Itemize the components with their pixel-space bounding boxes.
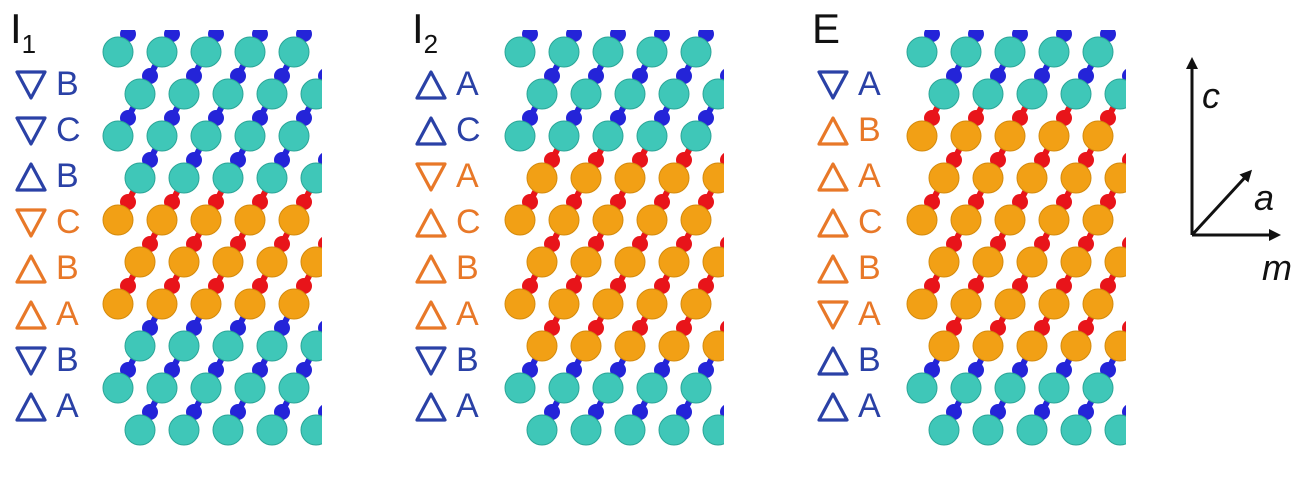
triangle-down-icon: [14, 344, 48, 378]
metal-atom-cyan: [213, 79, 243, 109]
stacking-letter: B: [56, 157, 79, 195]
metal-atom-orange: [191, 205, 221, 235]
metal-atom-orange: [1105, 247, 1126, 277]
stacking-letter: A: [858, 65, 881, 103]
metal-atom-orange: [973, 163, 1003, 193]
metal-atom-orange: [1105, 331, 1126, 361]
metal-atom-cyan: [549, 37, 579, 67]
sequence-row: [816, 295, 906, 334]
metal-atom-cyan: [279, 373, 309, 403]
metal-atom-orange: [103, 205, 133, 235]
triangle-down-icon: [414, 160, 448, 194]
metal-atom-cyan: [1017, 415, 1047, 445]
triangle-down-icon: [14, 114, 48, 148]
stacking-letter: C: [56, 111, 81, 149]
atomic-structure-i2: [494, 30, 724, 470]
metal-atom-orange: [907, 121, 937, 151]
metal-atom-cyan: [929, 79, 959, 109]
stacking-letter: C: [456, 111, 481, 149]
metal-atom-cyan: [191, 121, 221, 151]
metal-atom-orange: [637, 289, 667, 319]
metal-atom-orange: [505, 205, 535, 235]
metal-atom-cyan: [615, 415, 645, 445]
sequence-row: [816, 249, 906, 288]
metal-atom-cyan: [235, 121, 265, 151]
metal-atom-cyan: [1083, 373, 1113, 403]
metal-atom-cyan: [505, 373, 535, 403]
metal-atom-orange: [615, 331, 645, 361]
metal-atom-cyan: [1083, 37, 1113, 67]
metal-atom-orange: [1083, 205, 1113, 235]
sequence-row: [14, 341, 104, 380]
triangle-up-icon: [414, 114, 448, 148]
metal-atom-cyan: [235, 37, 265, 67]
sequence-row: [14, 249, 104, 288]
sequence-row: [414, 249, 504, 288]
metal-atom-cyan: [1039, 37, 1069, 67]
metal-atom-orange: [1083, 289, 1113, 319]
metal-atom-cyan: [973, 415, 1003, 445]
triangle-up-icon: [414, 252, 448, 286]
metal-atom-orange: [995, 289, 1025, 319]
triangle-up-icon: [816, 114, 850, 148]
metal-atom-cyan: [147, 37, 177, 67]
metal-atom-orange: [1061, 247, 1091, 277]
metal-atom-orange: [571, 163, 601, 193]
metal-atom-cyan: [505, 37, 535, 67]
metal-atom-cyan: [571, 79, 601, 109]
sequence-row: [816, 65, 906, 104]
metal-atom-cyan: [505, 121, 535, 151]
metal-atom-cyan: [213, 331, 243, 361]
triangle-up-icon: [816, 344, 850, 378]
metal-atom-cyan: [301, 163, 322, 193]
metal-atom-cyan: [527, 415, 557, 445]
metal-atom-orange: [527, 163, 557, 193]
metal-atom-cyan: [681, 37, 711, 67]
metal-atom-cyan: [527, 79, 557, 109]
metal-atom-cyan: [703, 415, 724, 445]
stacking-letter: A: [56, 387, 79, 425]
metal-atom-cyan: [593, 121, 623, 151]
metal-atom-orange: [527, 331, 557, 361]
metal-atom-orange: [929, 247, 959, 277]
metal-atom-cyan: [279, 37, 309, 67]
sequence-row: [816, 203, 906, 242]
atomic-structure-e: [896, 30, 1126, 470]
triangle-down-icon: [816, 68, 850, 102]
sequence-row: [14, 111, 104, 150]
triangle-up-icon: [14, 298, 48, 332]
stacking-letter: A: [858, 387, 881, 425]
metal-atom-orange: [1083, 121, 1113, 151]
metal-atom-cyan: [549, 373, 579, 403]
sequence-row: [414, 295, 504, 334]
metal-atom-cyan: [681, 373, 711, 403]
metal-atom-cyan: [995, 37, 1025, 67]
sequence-row: [14, 65, 104, 104]
metal-atom-cyan: [637, 373, 667, 403]
sequence-row: [414, 203, 504, 242]
stacking-letter: A: [456, 157, 479, 195]
metal-atom-cyan: [257, 163, 287, 193]
metal-atom-orange: [659, 331, 689, 361]
triangle-up-icon: [414, 390, 448, 424]
sequence-row: [414, 111, 504, 150]
metal-atom-cyan: [125, 415, 155, 445]
stacking-letter: C: [858, 203, 883, 241]
metal-atom-orange: [301, 247, 322, 277]
metal-atom-cyan: [257, 331, 287, 361]
metal-atom-orange: [951, 205, 981, 235]
sequence-row: [14, 295, 104, 334]
stacking-letter: C: [56, 203, 81, 241]
metal-atom-orange: [615, 163, 645, 193]
sequence-row: [816, 111, 906, 150]
metal-atom-orange: [191, 289, 221, 319]
metal-atom-cyan: [279, 121, 309, 151]
metal-atom-orange: [279, 289, 309, 319]
metal-atom-cyan: [681, 121, 711, 151]
metal-atom-orange: [125, 247, 155, 277]
sequence-row: [414, 341, 504, 380]
metal-atom-cyan: [1061, 415, 1091, 445]
metal-atom-orange: [703, 163, 724, 193]
metal-atom-orange: [593, 205, 623, 235]
metal-atom-orange: [973, 247, 1003, 277]
triangle-up-icon: [816, 206, 850, 240]
metal-atom-orange: [571, 331, 601, 361]
metal-atom-cyan: [147, 121, 177, 151]
metal-atom-cyan: [907, 37, 937, 67]
metal-atom-cyan: [1061, 79, 1091, 109]
metal-atom-orange: [549, 205, 579, 235]
metal-atom-cyan: [1105, 79, 1126, 109]
metal-atom-orange: [1061, 331, 1091, 361]
stacking-letter: A: [456, 65, 479, 103]
metal-atom-orange: [681, 289, 711, 319]
metal-atom-cyan: [125, 331, 155, 361]
metal-atom-orange: [637, 205, 667, 235]
metal-atom-orange: [973, 331, 1003, 361]
metal-atom-orange: [1061, 163, 1091, 193]
panel-label-e: E: [812, 5, 841, 52]
metal-atom-orange: [951, 289, 981, 319]
metal-atom-orange: [1017, 247, 1047, 277]
metal-atom-orange: [1039, 205, 1069, 235]
stacking-letter: B: [858, 249, 881, 287]
metal-atom-orange: [571, 247, 601, 277]
metal-atom-orange: [505, 289, 535, 319]
metal-atom-cyan: [191, 37, 221, 67]
metal-atom-orange: [995, 121, 1025, 151]
metal-atom-orange: [1039, 121, 1069, 151]
metal-atom-orange: [659, 163, 689, 193]
triangle-down-icon: [14, 68, 48, 102]
metal-atom-orange: [235, 205, 265, 235]
metal-atom-orange: [257, 247, 287, 277]
triangle-up-icon: [14, 390, 48, 424]
metal-atom-orange: [951, 121, 981, 151]
metal-atom-orange: [169, 247, 199, 277]
metal-atom-orange: [527, 247, 557, 277]
triangle-up-icon: [14, 252, 48, 286]
metal-atom-orange: [703, 247, 724, 277]
metal-atom-cyan: [571, 415, 601, 445]
sequence-row: [816, 341, 906, 380]
triangle-down-icon: [414, 344, 448, 378]
a-axis-arrow: [1192, 172, 1250, 235]
sequence-row: [414, 157, 504, 196]
metal-atom-orange: [615, 247, 645, 277]
c-axis-label: c: [1202, 75, 1220, 116]
metal-atom-cyan: [615, 79, 645, 109]
metal-atom-cyan: [659, 415, 689, 445]
metal-atom-orange: [703, 331, 724, 361]
stacking-letter: B: [858, 341, 881, 379]
metal-atom-orange: [235, 289, 265, 319]
sequence-row: [414, 65, 504, 104]
metal-atom-orange: [929, 331, 959, 361]
metal-atom-cyan: [637, 37, 667, 67]
stacking-letter: C: [456, 203, 481, 241]
metal-atom-cyan: [213, 415, 243, 445]
sequence-row: [14, 387, 104, 426]
a-axis-label: a: [1254, 177, 1275, 218]
metal-atom-orange: [929, 163, 959, 193]
triangle-up-icon: [414, 298, 448, 332]
metal-atom-cyan: [103, 121, 133, 151]
stacking-letter: B: [56, 249, 79, 287]
metal-atom-cyan: [103, 373, 133, 403]
metal-atom-orange: [279, 205, 309, 235]
stacking-letter: B: [858, 111, 881, 149]
metal-atom-cyan: [907, 373, 937, 403]
stacking-letter: B: [56, 65, 79, 103]
metal-atom-cyan: [659, 79, 689, 109]
metal-atom-cyan: [301, 331, 322, 361]
stacking-letter: A: [456, 295, 479, 333]
m-axis-label: m: [1262, 247, 1292, 288]
metal-atom-orange: [549, 289, 579, 319]
metal-atom-cyan: [257, 79, 287, 109]
metal-atom-cyan: [169, 163, 199, 193]
metal-atom-orange: [995, 205, 1025, 235]
stacking-letter: B: [56, 341, 79, 379]
triangle-down-icon: [816, 298, 850, 332]
metal-atom-cyan: [951, 37, 981, 67]
triangle-up-icon: [414, 68, 448, 102]
sequence-row: [414, 387, 504, 426]
metal-atom-cyan: [213, 163, 243, 193]
metal-atom-orange: [147, 289, 177, 319]
metal-atom-cyan: [593, 37, 623, 67]
metal-atom-orange: [1105, 163, 1126, 193]
metal-atom-cyan: [301, 79, 322, 109]
metal-atom-cyan: [929, 415, 959, 445]
metal-atom-cyan: [1039, 373, 1069, 403]
triangle-up-icon: [816, 160, 850, 194]
triangle-up-icon: [816, 390, 850, 424]
metal-atom-cyan: [995, 373, 1025, 403]
metal-atom-cyan: [103, 37, 133, 67]
metal-atom-cyan: [125, 79, 155, 109]
triangle-up-icon: [816, 252, 850, 286]
stacking-letter: B: [456, 249, 479, 287]
metal-atom-orange: [147, 205, 177, 235]
metal-atom-cyan: [637, 121, 667, 151]
metal-atom-orange: [1017, 163, 1047, 193]
metal-atom-cyan: [703, 79, 724, 109]
stacking-letter: A: [456, 387, 479, 425]
metal-atom-cyan: [147, 373, 177, 403]
triangle-down-icon: [14, 206, 48, 240]
metal-atom-cyan: [169, 79, 199, 109]
stacking-letter: A: [56, 295, 79, 333]
metal-atom-cyan: [549, 121, 579, 151]
panel-label-i2: $I_2$: [412, 5, 439, 59]
crystal-axes: [1170, 20, 1300, 290]
metal-atom-cyan: [301, 415, 322, 445]
metal-atom-cyan: [235, 373, 265, 403]
stacking-letter: B: [456, 341, 479, 379]
metal-atom-cyan: [169, 415, 199, 445]
atomic-structure-i1: [92, 30, 322, 470]
metal-atom-orange: [213, 247, 243, 277]
metal-atom-cyan: [593, 373, 623, 403]
metal-atom-cyan: [1017, 79, 1047, 109]
stacking-letter: A: [858, 157, 881, 195]
sequence-row: [14, 203, 104, 242]
metal-atom-orange: [103, 289, 133, 319]
metal-atom-orange: [1039, 289, 1069, 319]
panel-label-i1: $I_1$: [10, 5, 37, 59]
metal-atom-orange: [907, 289, 937, 319]
triangle-up-icon: [414, 206, 448, 240]
sequence-row: [14, 157, 104, 196]
metal-atom-cyan: [169, 331, 199, 361]
metal-atom-orange: [1017, 331, 1047, 361]
triangle-up-icon: [14, 160, 48, 194]
sequence-row: [816, 157, 906, 196]
metal-atom-orange: [907, 205, 937, 235]
metal-atom-cyan: [257, 415, 287, 445]
stacking-letter: A: [858, 295, 881, 333]
metal-atom-orange: [659, 247, 689, 277]
metal-atom-orange: [681, 205, 711, 235]
metal-atom-cyan: [125, 163, 155, 193]
sequence-row: [816, 387, 906, 426]
metal-atom-cyan: [973, 79, 1003, 109]
metal-atom-orange: [593, 289, 623, 319]
metal-atom-cyan: [951, 373, 981, 403]
metal-atom-cyan: [191, 373, 221, 403]
metal-atom-cyan: [1105, 415, 1126, 445]
